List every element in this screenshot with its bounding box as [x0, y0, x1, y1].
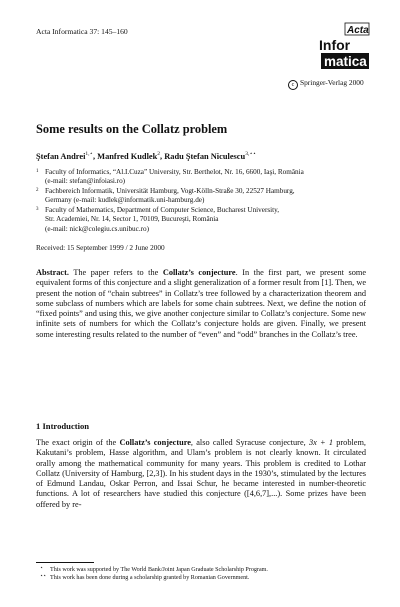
logo-matica-text: matica	[324, 54, 367, 69]
journal-reference: Acta Informatica 37: 145–160	[36, 27, 128, 36]
inline-math: 3x + 1	[308, 438, 334, 447]
logo-acta-box	[345, 23, 369, 36]
paragraph-text: , also called Syracuse conjecture,	[190, 438, 309, 447]
affiliation-line: Faculty of Informatics, “Al.I.Cuza” University, Str. Berthelot, Nr. 16, 6600, Iaşi, România	[45, 168, 304, 176]
introduction-paragraph	[36, 438, 366, 510]
author-list: Ştefan Andrei$^{1,⋆}$, Manfred Kudlek$^2$, Radu Ştefan Niculescu$^{3,⋆⋆}$	[36, 151, 257, 161]
affiliation-number: 2	[36, 188, 39, 194]
footnote-text: This work has been done during a scholarship granted by Romanian Government.	[50, 575, 250, 582]
copyright-icon: c	[288, 80, 298, 90]
author-name: Ştefan Andrei	[36, 151, 86, 161]
abstract-label: Abstract.	[36, 268, 69, 277]
affiliation-item	[36, 187, 366, 206]
affiliation-item	[36, 168, 366, 187]
author-affiliation-mark: 2	[157, 151, 161, 157]
logo-matica-box	[321, 53, 369, 69]
copyright-text: Springer-Verlag 2000	[300, 78, 364, 87]
affiliation-line: Fachbereich Informatik, Universität Hamburg, Vogt-Kölln-Straße 30, 22527 Hamburg,	[45, 187, 295, 196]
affiliation-line: Faculty of Mathematics, Department of Computer Science, Bucharest University,	[45, 206, 280, 215]
affiliation-number: 1	[36, 169, 39, 174]
paper-title: Some results on the Collatz problem	[36, 122, 228, 136]
footnote-rule	[36, 562, 94, 563]
author-name: Manfred Kudlek	[97, 151, 158, 161]
author-affiliation-mark: 1,⋆	[85, 151, 93, 157]
acta-informatica-logo	[318, 22, 370, 74]
paragraph-text: problem, Kakutani’s problem, Hasse algorithm, and Ulam’s problem is not clearly known. It circulated orally among the mathematical community for many years. This problem is credited to Lothar Collatz (University of Hamburg, [2,3]). In his student days in the 1930’s, stimulated by the lectures of Edmund Landau, Oskar Perron, and Issai Schur, he became interested in number-theoretic functions. A lot of researchers have studied this conjecture ([4,6,7],...). Some prizes have been offered by re-	[36, 438, 366, 509]
affiliation-line: (e-mail: nick@colegiu.cs.unibuc.ro)	[45, 224, 150, 233]
affiliation-number: 3	[36, 207, 39, 213]
abstract-emphasis: Collatz’s conjecture	[162, 268, 236, 277]
footnote-item	[36, 566, 366, 574]
abstract-text: . In the first part, we present some equivalent forms of this conjecture and a slight generalization of a former result from [1]. Then, we present the notion of “chain subtrees” in Collatz’s tree followed by a characterization theorem and some subclass of numbers which are labels for some chain subtrees. Next, we define the notion of “fixed points” and using this, we give another conjecture similar to Collatz’s conjecture. Some new infinite sets of numbers for which the Collatz’s conjecture holds are given. Finally, we present some interesting results related to the number of “even” and “odd” branches in the Collatz’s tree.	[36, 268, 367, 339]
affiliation-line: Str. Academiei, Nr. 14, Sector 1, 70109, Bucureşti, România	[45, 215, 219, 224]
paragraph-emphasis: Collatz’s conjecture	[119, 438, 191, 447]
affiliation-item	[36, 206, 366, 234]
footnote-text: This work was supported by The World Bank/Joint Japan Graduate Scholarship Program.	[50, 567, 268, 573]
affiliation-line: (e-mail: stefan@infoiasi.ro)	[45, 177, 126, 186]
section-heading: 1 Introduction	[36, 421, 90, 431]
received-date: Received: 15 September 1999 / 2 June 2000	[36, 243, 165, 252]
abstract	[36, 268, 366, 340]
footnote-mark: ⋆⋆	[40, 574, 47, 580]
affiliation-line: Germany (e-mail: kudlek@informatik.uni-hamburg.de)	[45, 196, 205, 205]
logo-infor-text: Infor	[319, 37, 351, 53]
footnote-item	[36, 574, 366, 582]
footnote-mark: ⋆	[40, 566, 44, 571]
author-name: Radu Ştefan Niculescu	[164, 151, 246, 161]
abstract-text: The paper refers to the	[68, 268, 163, 277]
logo-acta-text: Acta	[347, 25, 369, 36]
paragraph-text: The exact origin of the	[36, 438, 120, 447]
copyright-line	[288, 78, 364, 90]
author-affiliation-mark: 3,⋆⋆	[245, 151, 257, 157]
footnote-list	[36, 566, 366, 583]
affiliation-list	[36, 168, 366, 235]
